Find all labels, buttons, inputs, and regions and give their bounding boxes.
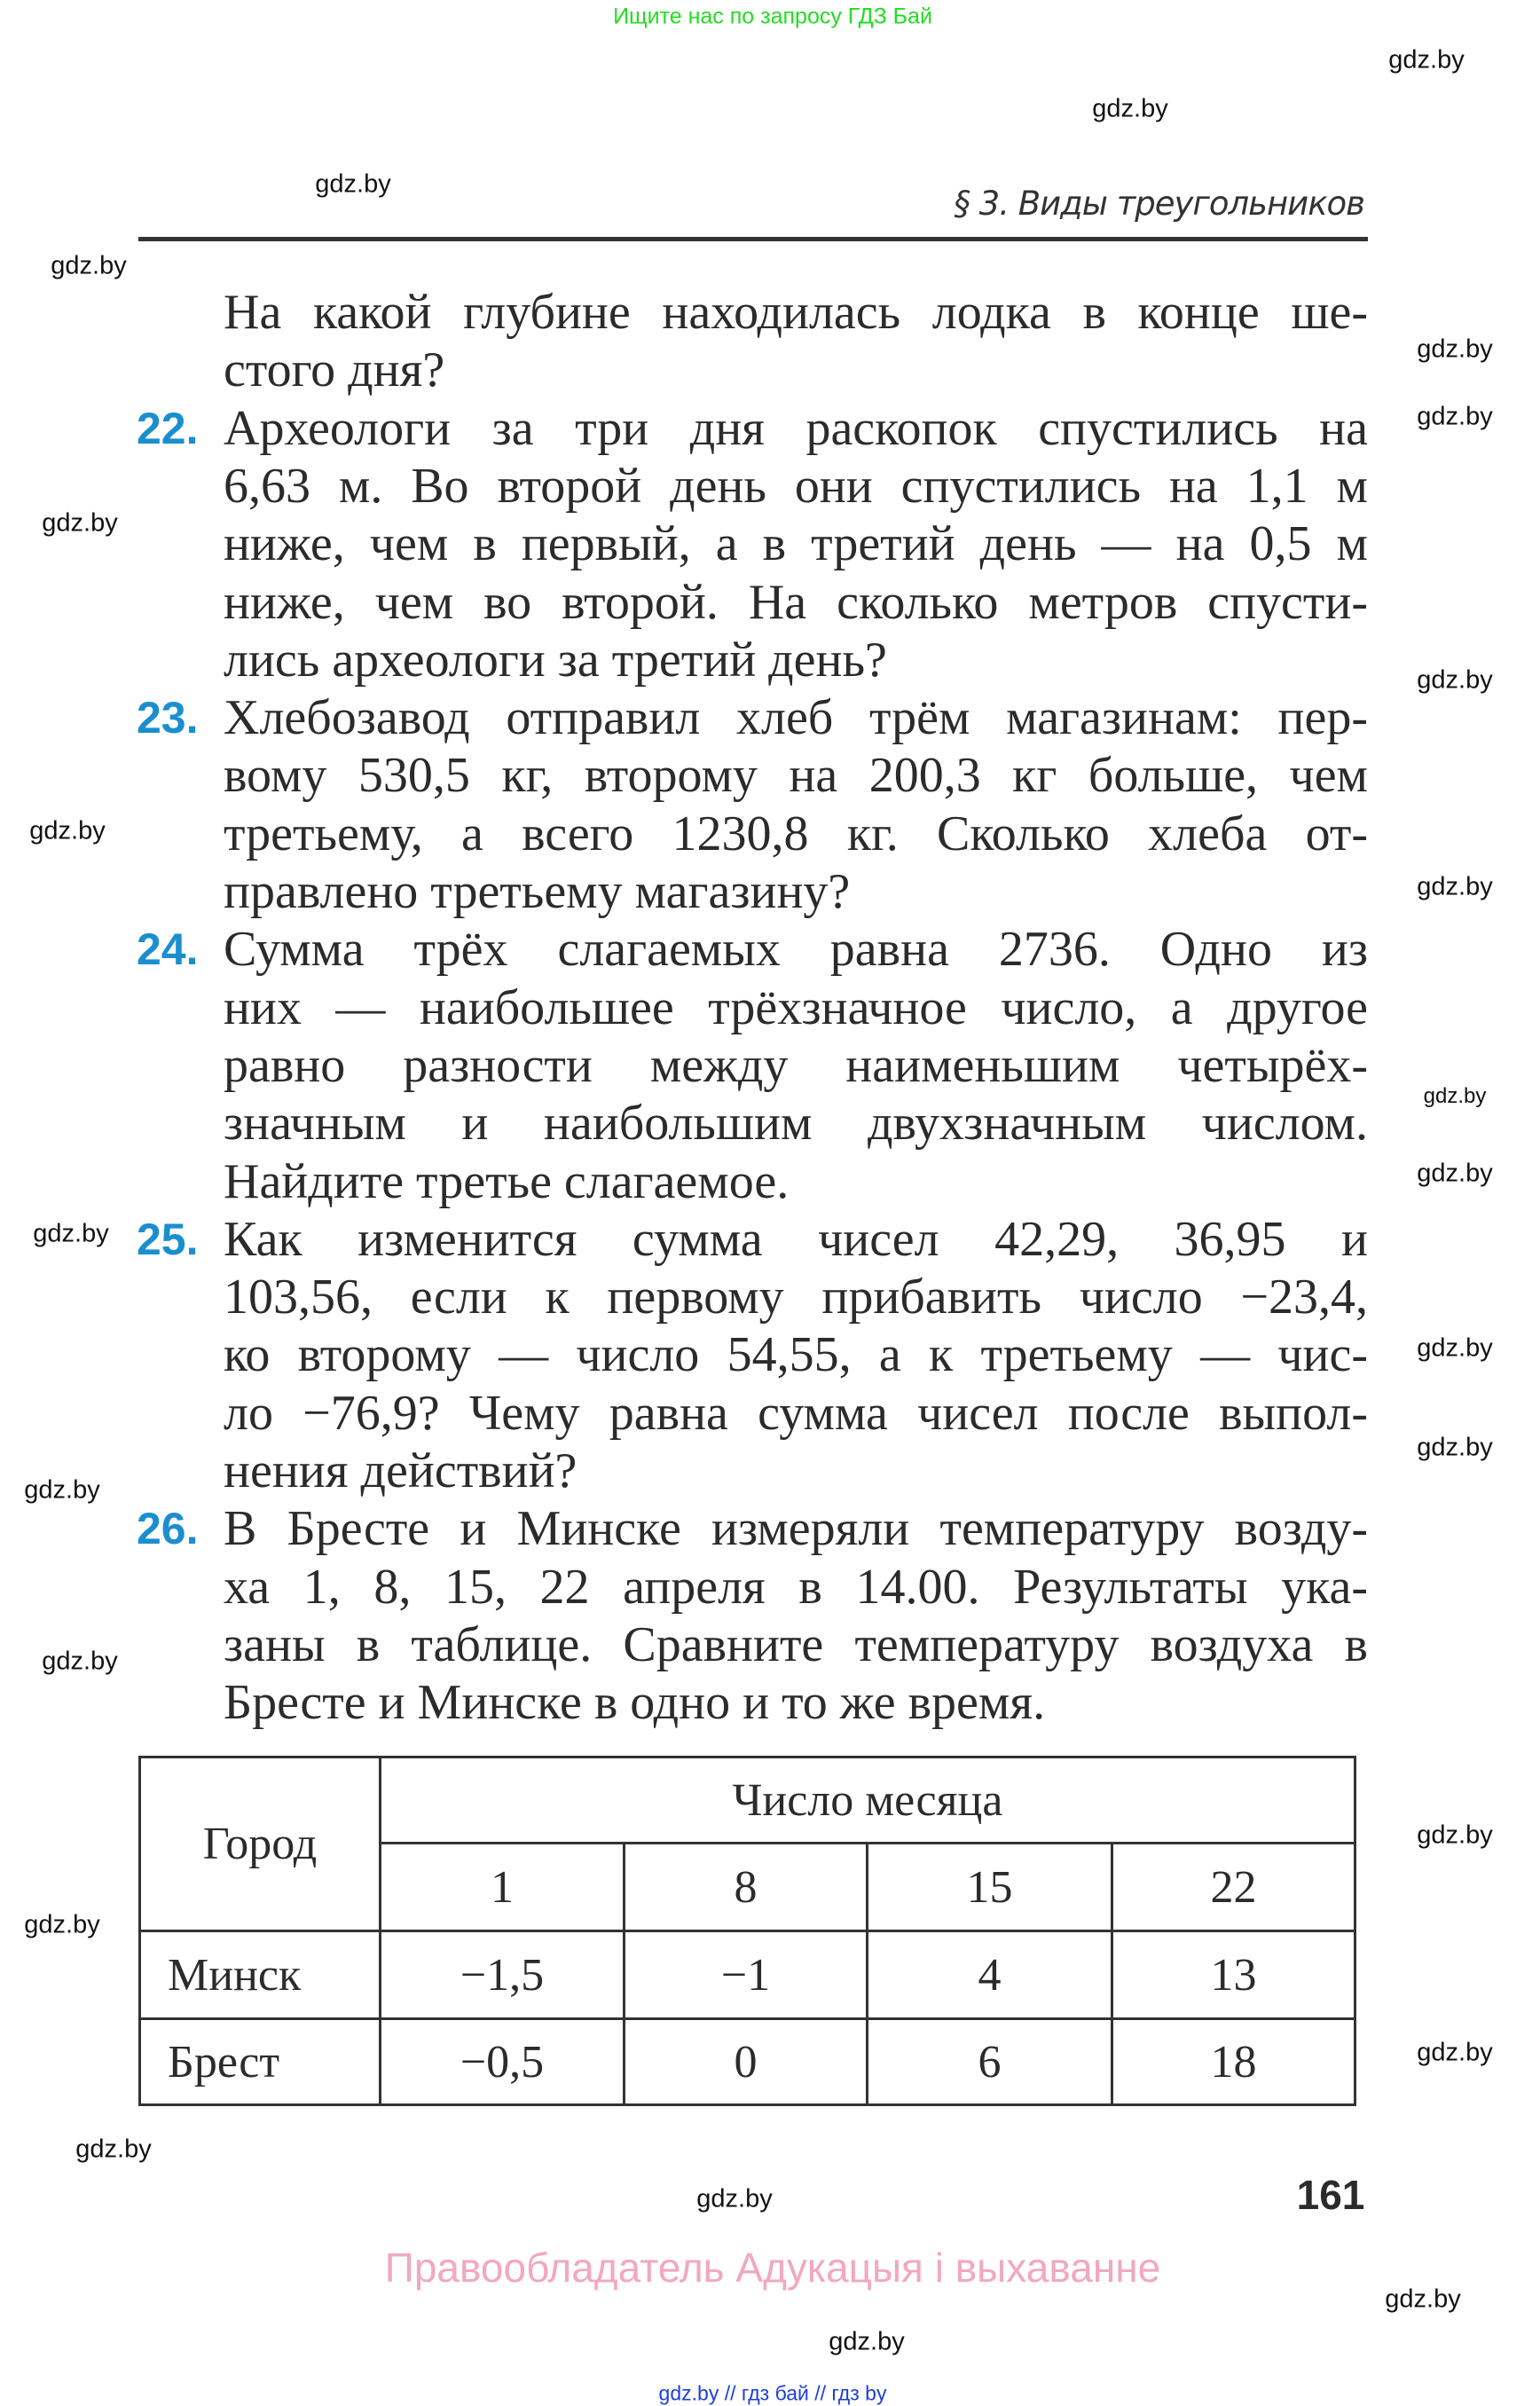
city-cell: Брест (140, 2019, 381, 2105)
top-banner: Ищите нас по запросу ГДЗ Бай (613, 4, 932, 29)
text-line: ко второму — число 54,55, а к третьему — чис- (224, 1327, 1368, 1383)
problem-number: 22. (137, 403, 199, 453)
problem-number: 23. (137, 693, 199, 743)
watermark-text: gdz.by (33, 1219, 109, 1248)
text-line: В Бресте и Минске измеряли температуру возду- (224, 1501, 1368, 1557)
watermark-text: gdz.by (1417, 1820, 1493, 1850)
watermark-text: gdz.by (1417, 872, 1493, 901)
text-line: 6,63 м. Во второй день они спустились на 1,1 м (224, 458, 1368, 514)
watermark-text: gdz.by (829, 2327, 905, 2356)
text-line: стого дня? (224, 342, 445, 398)
value-cell: −1 (625, 1931, 868, 2019)
text-line: Хлебозавод отправил хлеб трём магазинам: пер- (224, 690, 1368, 746)
watermark-text: gdz.by (1417, 402, 1493, 431)
watermark-text: gdz.by (1417, 1159, 1493, 1188)
text-line: Как изменится сумма чисел 42,29, 36,95 и (224, 1211, 1368, 1267)
text-line: Сумма трёх слагаемых равна 2736. Одно из (224, 922, 1368, 978)
watermark-text: gdz.by (315, 169, 391, 199)
problem-number: 24. (137, 924, 199, 975)
header-divider (138, 237, 1368, 241)
text-line: ха 1, 8, 15, 22 апреля в 14.00. Результаты ука- (224, 1559, 1368, 1615)
value-cell: 6 (868, 2019, 1112, 2105)
value-cell: 0 (625, 2019, 868, 2105)
watermark-text: gdz.by (29, 816, 106, 845)
watermark-text: gdz.by (1092, 94, 1168, 123)
text-line: них — наибольшее трёхзначное число, а другое (224, 979, 1368, 1035)
problem-number: 26. (137, 1504, 199, 1554)
temperature-table (138, 1756, 1356, 2106)
text-line: правлено третьему магазину? (224, 864, 851, 919)
watermark-text: gdz.by (42, 1647, 118, 1676)
text-line: ло −76,9? Чему равна сумма чисел после выпол- (224, 1385, 1368, 1441)
city-cell: Минск (140, 1931, 381, 2019)
table-row (140, 1931, 1355, 2019)
text-line: равно разности между наименьшим четырёх- (224, 1037, 1368, 1093)
text-line: Археологи за три дня раскопок спустились на (224, 400, 1368, 456)
table-row (140, 2019, 1355, 2105)
section-header: § 3. Виды треугольников (954, 185, 1364, 223)
watermark-text: gdz.by (75, 2135, 152, 2164)
text-line: ниже, чем во второй. На сколько метров спусти- (224, 574, 1368, 630)
value-cell: 18 (1112, 2019, 1355, 2105)
text-line: вому 530,5 кг, второму на 200,3 кг больше, чем (224, 748, 1368, 804)
page-number: 161 (1296, 2172, 1365, 2218)
watermark-text: gdz.by (1417, 2038, 1493, 2067)
value-cell: −0,5 (381, 2019, 625, 2105)
text-line: лись археологи за третий день? (224, 632, 887, 688)
text-line: заны в таблице. Сравните температуру воздуха в (224, 1616, 1368, 1672)
watermark-text: gdz.by (42, 508, 118, 538)
watermark-text: gdz.by (696, 2184, 773, 2213)
watermark-text: gdz.by (1423, 1084, 1487, 1108)
text-line: нения действий? (224, 1443, 578, 1498)
watermark-text: gdz.by (51, 251, 127, 280)
day-cell: 22 (1112, 1844, 1355, 1931)
watermark-text: gdz.by (24, 1475, 100, 1505)
value-cell: 4 (868, 1931, 1112, 2019)
day-cell: 1 (381, 1844, 625, 1931)
value-cell: −1,5 (381, 1931, 625, 2019)
day-cell: 15 (868, 1844, 1112, 1931)
text-line: ниже, чем в первый, а в третий день — на 0,5 м (224, 516, 1368, 572)
problem-number: 25. (137, 1214, 199, 1264)
watermark-text: gdz.by (1388, 45, 1465, 75)
value-cell: 13 (1112, 1931, 1355, 2019)
text-line: Найдите третье слагаемое. (224, 1153, 790, 1209)
text-line: 103,56, если к первому прибавить число −23,4, (224, 1270, 1368, 1325)
day-cell: 8 (625, 1844, 868, 1931)
text-line: значным и наибольшим двухзначным числом. (224, 1096, 1368, 1152)
watermark-text: gdz.by (1417, 334, 1493, 364)
text-line: Бресте и Минске в одно и то же время. (224, 1675, 1046, 1731)
day-header: Число месяца (381, 1757, 1355, 1844)
watermark-text: gdz.by (1417, 1433, 1493, 1462)
text-line: На какой глубине находилась лодка в конце ше- (224, 285, 1368, 340)
watermark-text: gdz.by (1385, 2284, 1461, 2314)
copyright-notice: Правообладатель Адукацыя і выхаванне (384, 2245, 1161, 2291)
watermark-text: gdz.by (1417, 665, 1493, 695)
watermark-text: gdz.by (1417, 1333, 1493, 1363)
text-line: третьему, а всего 1230,8 кг. Сколько хлеба от- (224, 806, 1368, 861)
watermark-text: gdz.by (24, 1910, 100, 1939)
footer-links[interactable]: gdz.by // гдз бай // гдз by (658, 2381, 887, 2405)
city-header: Город (140, 1757, 381, 1931)
